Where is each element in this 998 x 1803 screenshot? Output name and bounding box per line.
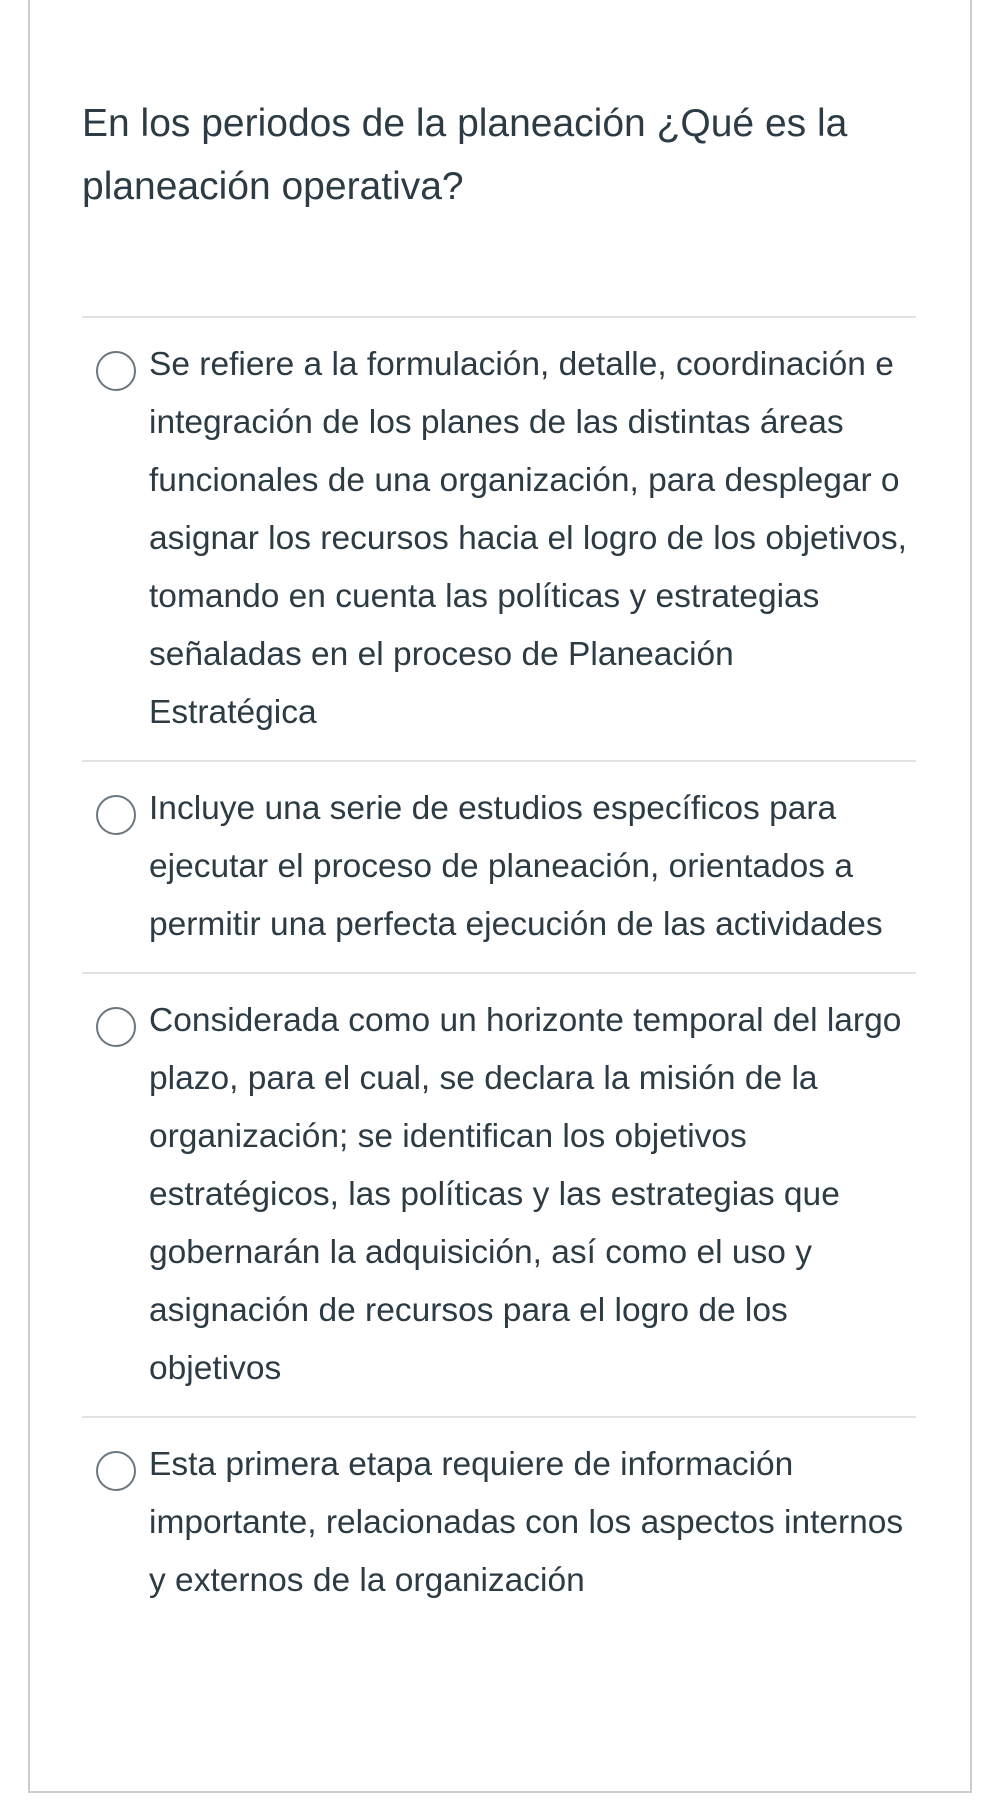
radio-button-icon[interactable]	[96, 795, 136, 835]
answer-option-2[interactable]	[82, 760, 916, 972]
radio-button-icon[interactable]	[96, 351, 136, 391]
answer-option-3[interactable]	[82, 972, 916, 1416]
answer-list	[82, 316, 916, 1628]
answer-option-1[interactable]	[82, 316, 916, 760]
question-card	[28, 0, 972, 1793]
radio-button-icon[interactable]	[96, 1451, 136, 1491]
answer-label: Esta primera etapa requiere de información importante, relacionadas con los aspectos internos y externos de la organización	[149, 1446, 904, 1599]
question-text: En los periodos de la planeación ¿Qué es la planeación operativa?	[82, 102, 848, 208]
answer-label: Se refiere a la formulación, detalle, coordinación e integración de los planes de las distintas áreas funcionales de una organización, para desplegar o asignar los recursos hacia el logro de los objetivos, tomando en cuenta las políticas y estrategias señaladas en el proceso de Planeación Estratégica	[149, 346, 907, 731]
radio-button-icon[interactable]	[96, 1007, 136, 1047]
answer-label: Considerada como un horizonte temporal del largo plazo, para el cual, se declara la misión de la organización; se identifican los objetivos estratégicos, las políticas y las estrategias que gobernarán la adquisición, así como el uso y asignación de recursos para el logro de los objetivos	[149, 1002, 902, 1387]
answer-option-4[interactable]	[82, 1416, 916, 1628]
answer-label: Incluye una serie de estudios específicos para ejecutar el proceso de planeación, orientados a permitir una perfecta ejecución de las actividades	[149, 790, 883, 943]
